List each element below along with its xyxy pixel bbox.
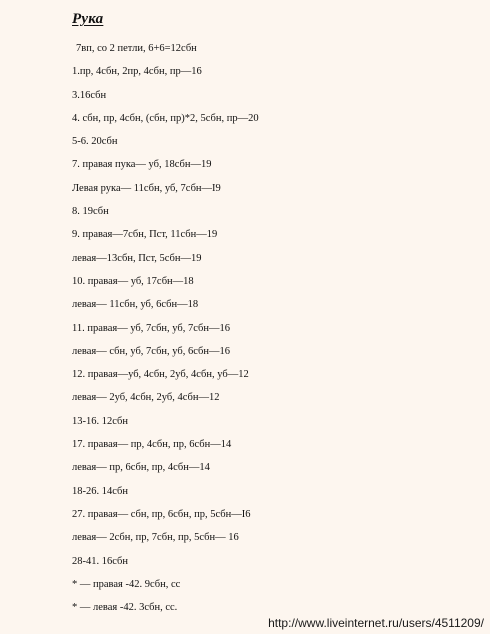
- page-title: Рука: [72, 11, 104, 27]
- pattern-row: 27. правая— сбн, пр, 6сбн, пр, 5сбн—I6: [72, 508, 251, 520]
- source-watermark: http://www.liveinternet.ru/users/4511209/: [268, 616, 484, 630]
- pattern-row: 4. сбн, пр, 4сбн, (сбн, пр)*2, 5сбн, пр—20: [72, 112, 259, 124]
- pattern-row: 12. правая—уб, 4сбн, 2уб, 4сбн, уб—12: [72, 369, 249, 381]
- pattern-row: левая— 2сбн, пр, 7сбн, пр, 5сбн— 16: [72, 532, 239, 544]
- pattern-row: 28-41. 16сбн: [72, 555, 128, 567]
- pattern-row: * — правая -42. 9сбн, сс: [72, 578, 181, 590]
- pattern-row: левая— сбн, уб, 7сбн, уб, 6сбн—16: [72, 345, 230, 357]
- pattern-row: 13-16. 12сбн: [72, 415, 128, 427]
- pattern-row: * — левая -42. 3сбн, сс.: [72, 602, 178, 614]
- pattern-row: 11. правая— уб, 7сбн, уб, 7сбн—16: [72, 322, 230, 334]
- pattern-row: 8. 19сбн: [72, 206, 109, 218]
- pattern-row: левая— пр, 6сбн, пр, 4сбн—14: [72, 462, 210, 474]
- pattern-row: левая— 2уб, 4сбн, 2уб, 4сбн—12: [72, 392, 220, 404]
- pattern-rows: [72, 37, 259, 619]
- pattern-row: 10. правая— уб, 17сбн—18: [72, 275, 194, 287]
- pattern-row: 7вп, со 2 петли, 6+6=12сбн: [76, 43, 197, 54]
- pattern-row: левая—13сбн, Пст, 5сбн—19: [72, 252, 202, 264]
- pattern-row: 1.пр, 4сбн, 2пр, 4сбн, пр—16: [72, 66, 202, 78]
- pattern-row: 17. правая— пр, 4сбн, пр, 6сбн—14: [72, 439, 232, 451]
- pattern-row: 18-26. 14сбн: [72, 485, 128, 497]
- pattern-row: левая— 11сбн, уб, 6сбн—18: [72, 299, 199, 311]
- pattern-row: 5-6. 20сбн: [72, 136, 118, 148]
- pattern-row: 9. правая—7сбн, Пст, 11сбн—19: [72, 229, 218, 241]
- pattern-row: 7. правая пука— уб, 18сбн—19: [72, 159, 212, 171]
- pattern-row: Левая рука— 11сбн, уб, 7сбн—I9: [72, 182, 221, 194]
- pattern-row: 3.16сбн: [72, 89, 107, 101]
